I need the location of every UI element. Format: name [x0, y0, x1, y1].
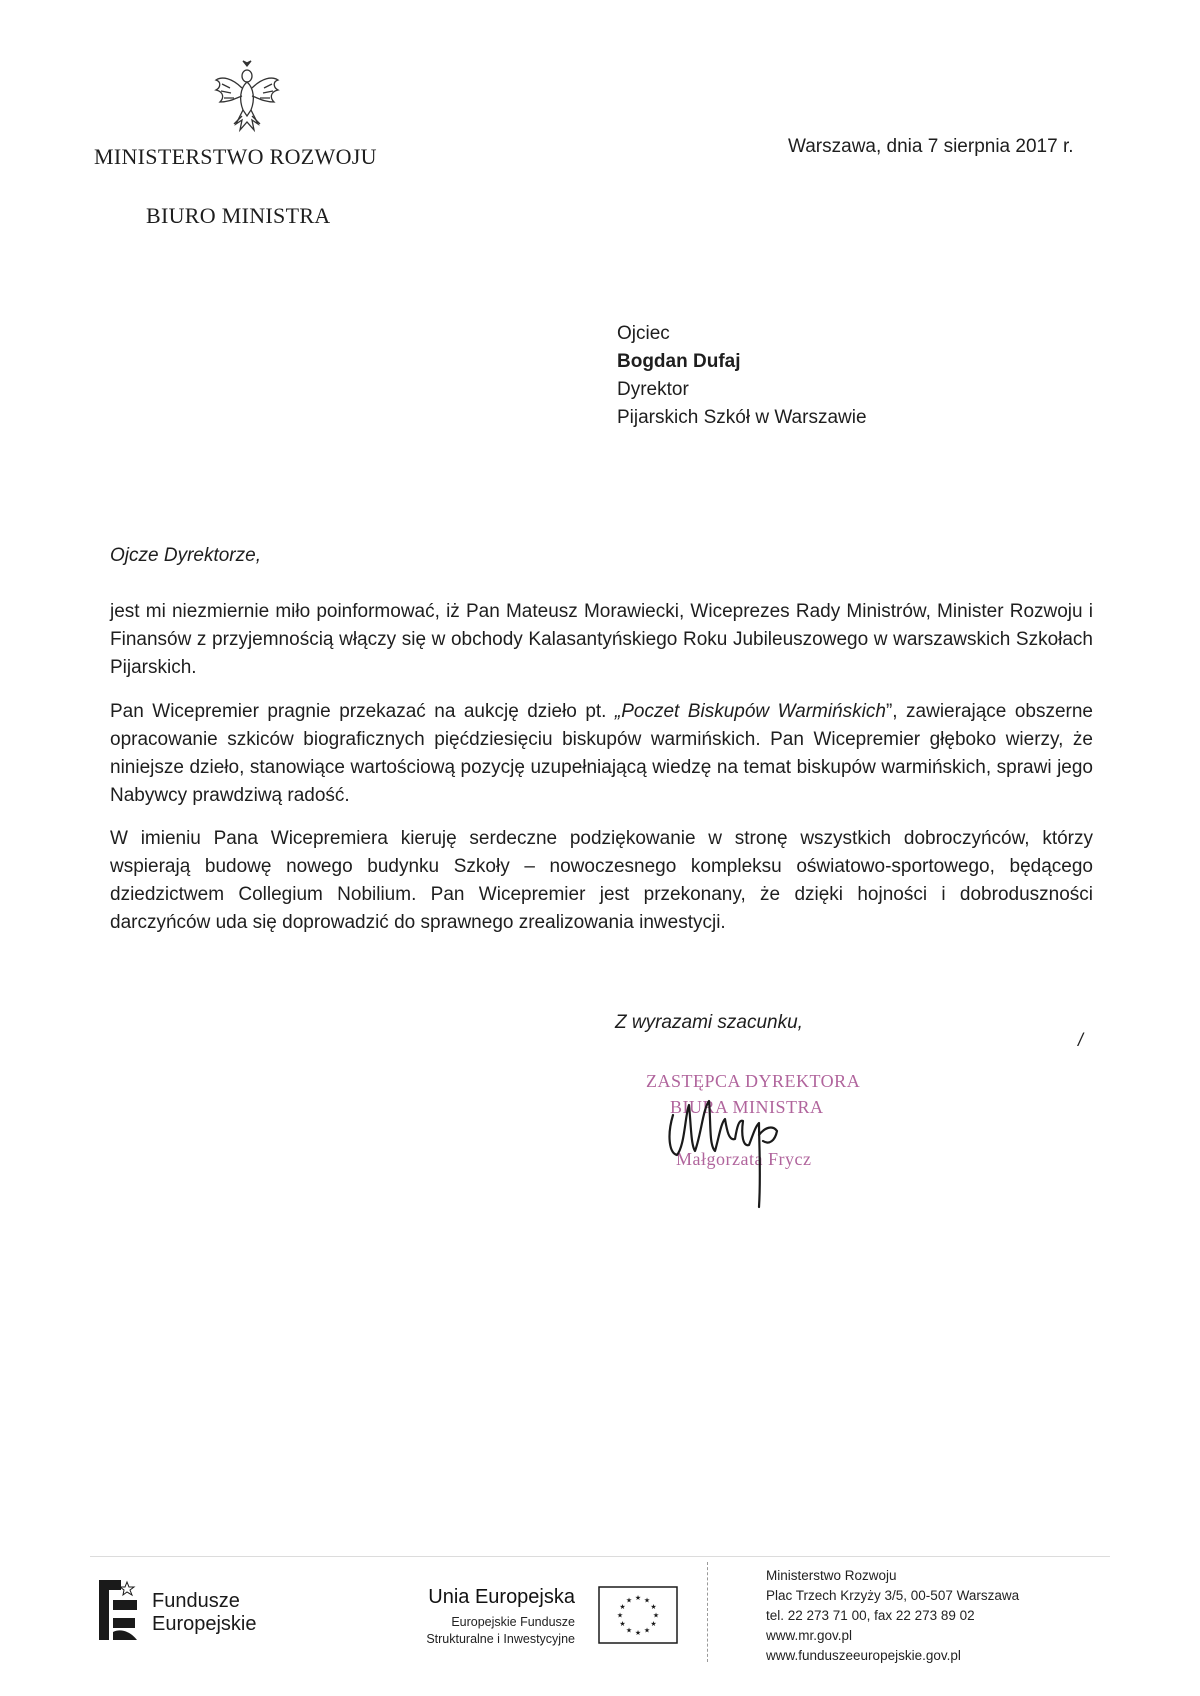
- svg-text:★: ★: [650, 1620, 657, 1628]
- address-link: www.mr.gov.pl: [766, 1628, 853, 1643]
- recipient-position: Dyrektor: [617, 379, 689, 400]
- closing: Z wyrazami szacunku,: [615, 1012, 803, 1033]
- svg-text:★: ★: [643, 1626, 651, 1635]
- recipient-name: Bogdan Dufaj: [617, 351, 741, 372]
- fundusze-europejskie-logo-icon: [97, 1576, 139, 1644]
- address-link: www.funduszeeuropejskie.gov.pl: [766, 1648, 961, 1663]
- ministry-address: [766, 1566, 1019, 1666]
- svg-text:★: ★: [650, 1603, 657, 1611]
- footer-separator: [707, 1562, 708, 1662]
- svg-text:★: ★: [619, 1620, 626, 1628]
- paragraph-3: W imieniu Pana Wicepremiera kieruję serdeczne podziękowanie w stronę wszystkich dobroczyńców, którzy wspierają budowę nowego budynku Szkoły – nowoczesnego kompleksu oświatowo-sportowego, będącego dziedzictwem Collegium Nobilium. Pan Wicepremier jest przekonany, że dzięki hojności i dobroduszności darczyńców uda się doprowadzić do sprawnego zrealizowania inwestycji.: [110, 828, 1093, 933]
- address-line: tel. 22 273 71 00, fax 22 273 89 02: [766, 1608, 975, 1623]
- address-line: Ministerstwo Rozwoju: [766, 1568, 897, 1583]
- paragraph-2: [110, 698, 1093, 810]
- bureau-name: BIURO MINISTRA: [146, 203, 331, 228]
- polish-eagle-icon: [212, 58, 282, 138]
- svg-text:★: ★: [634, 1594, 642, 1602]
- svg-text:★: ★: [625, 1626, 633, 1635]
- salutation: Ojcze Dyrektorze,: [110, 545, 261, 566]
- svg-text:★: ★: [643, 1596, 651, 1605]
- fe-label-line-2: Europejskie: [152, 1613, 257, 1635]
- recipient-block: [617, 320, 867, 432]
- ue-subtitle-line-1: Europejskie Fundusze: [451, 1615, 575, 1629]
- ue-title: Unia Europejska: [428, 1586, 575, 1608]
- handwritten-signature: [655, 1075, 845, 1215]
- ue-subtitle-line-2: Strukturalne i Inwestycyjne: [426, 1632, 575, 1646]
- fundusze-europejskie-label: [152, 1590, 257, 1636]
- letter-date: Warszawa, dnia 7 sierpnia 2017 r.: [788, 136, 1074, 157]
- pen-mark: /: [1078, 1030, 1084, 1050]
- book-title: „Poczet Biskupów Warmińskich: [614, 701, 886, 722]
- recipient-title: Ojciec: [617, 323, 670, 344]
- ministry-name: MINISTERSTWO ROZWOJU: [94, 144, 377, 169]
- svg-text:★: ★: [625, 1596, 633, 1605]
- svg-text:★: ★: [634, 1629, 642, 1637]
- eu-flag-icon: [598, 1586, 678, 1644]
- recipient-institution: Pijarskich Szkół w Warszawie: [617, 407, 867, 428]
- paragraph-1: jest mi niezmiernie miło poinformować, iż Pan Mateusz Morawiecki, Wiceprezes Rady Ministrów, Minister Rozwoju i Finansów z przyjemnością włączy się w obchody Kalasantyńskiego Roku Jubileuszowego w warszawskich Szkołach Pijarskich.: [110, 601, 1093, 678]
- svg-text:★: ★: [652, 1611, 660, 1620]
- fe-label-line-1: Fundusze: [152, 1590, 240, 1612]
- footer-divider: [90, 1556, 1110, 1557]
- paragraph-2-intro: Pan Wicepremier pragnie przekazać na aukcję dzieło pt.: [110, 701, 615, 722]
- stamp-line-3: Małgorzata Frycz: [676, 1149, 812, 1169]
- paragraph-2-rest: ”, zawierające obszerne opracowanie szkiców biograficznych pięćdziesięciu biskupów warmińskich. Pan Wicepremier głęboko wierzy, że niniejsze dzieło, stanowiące wartościową pozycję uzupełniającą wiedzę na temat biskupów warmińskich, sprawi jego Nabywcy prawdziwą radość.: [110, 701, 1093, 806]
- address-line: Plac Trzech Krzyży 3/5, 00-507 Warszawa: [766, 1588, 1020, 1603]
- stamp-line-2: BIURA MINISTRA: [670, 1097, 824, 1117]
- svg-text:★: ★: [616, 1611, 624, 1620]
- ue-subtitle: [380, 1614, 575, 1648]
- svg-text:★: ★: [619, 1603, 626, 1611]
- stamp-line-1: ZASTĘPCA DYREKTORA: [646, 1071, 861, 1091]
